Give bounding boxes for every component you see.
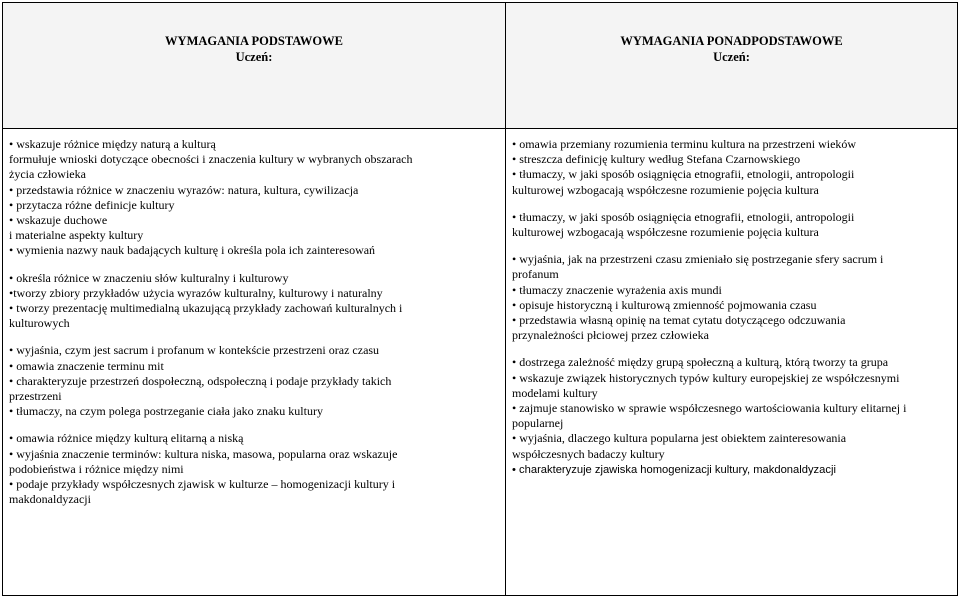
advanced-requirement-line: • przedstawia własną opinię na temat cytatu dotyczącego odczuwania (512, 313, 846, 328)
basic-requirements-cell (3, 129, 506, 596)
basic-requirement-line: • przedstawia różnice w znaczeniu wyrazów: natura, kultura, cywilizacja (9, 182, 359, 197)
advanced-title: WYMAGANIA PONADPODSTAWOWE (620, 33, 843, 48)
header-basic (3, 3, 506, 129)
advanced-requirement-line: • streszcza definicję kultury według Stefana Czarnowskiego (512, 152, 801, 167)
advanced-requirement-line: • wskazuje związek historycznych typów kultury europejskiej ze współczesnymi (512, 370, 900, 385)
basic-requirement-line: formułuje wnioski dotyczące obecności i znaczenia kultury w wybranych obszarach (9, 152, 413, 167)
advanced-requirements-cell (506, 129, 958, 596)
advanced-requirement-line: • wyjaśnia, dlaczego kultura popularna jest obiektem zainteresowania (512, 431, 847, 446)
basic-requirement-line: •tworzy zbiory przykładów użycia wyrazów kulturalny, kulturowy i naturalny (9, 285, 383, 300)
basic-subtitle: Uczeń: (235, 49, 273, 64)
header-advanced (506, 3, 958, 129)
advanced-requirement-line: • tłumaczy, w jaki sposób osiągnięcia etnografii, etnologii, antropologii (512, 209, 855, 224)
advanced-requirement-line: modelami kultury (512, 385, 598, 400)
basic-group (9, 431, 499, 507)
basic-requirement-line: i materialne aspekty kultury (9, 228, 144, 243)
advanced-requirement-line: profanum (512, 267, 559, 282)
advanced-requirement-line: • omawia przemiany rozumienia terminu kultura na przestrzeni wieków (512, 137, 857, 151)
advanced-requirement-line: • tłumaczy, w jaki sposób osiągnięcia etnografii, etnologii, antropologii (512, 167, 855, 182)
basic-group (9, 271, 499, 332)
basic-requirement-line: • przytacza różne definicje kultury (9, 197, 175, 212)
advanced-requirement-line: • zajmuje stanowisko w sprawie współczesnego wartościowania kultury elitarnej i (512, 401, 907, 416)
basic-requirement-line: • tworzy prezentację multimedialną ukazującą przykłady zachowań kulturalnych i (9, 301, 403, 316)
basic-requirement-line: życia człowieka (9, 167, 86, 182)
basic-requirement-line: • wymienia nazwy nauk badających kulturę i określa pola ich zainteresowań (9, 243, 376, 258)
header-row (3, 3, 958, 129)
advanced-requirement-line: • tłumaczy znaczenie wyrażenia axis mundi (512, 282, 722, 297)
basic-requirement-line: • wskazuje różnice między naturą a kulturą (9, 137, 216, 151)
basic-requirement-line: podobieństwa i różnice między nimi (9, 461, 184, 476)
basic-requirement-line: kulturowych (9, 316, 70, 331)
advanced-requirement-line: popularnej (512, 416, 564, 431)
basic-requirement-line: • podaje przykłady współczesnych zjawisk w kulturze – homogenizacji kultury i (9, 477, 396, 492)
basic-requirement-line: • wyjaśnia znaczenie terminów: kultura niska, masowa, popularna oraz wskazuje (9, 446, 398, 461)
basic-requirement-line: • wyjaśnia, czym jest sacrum i profanum w kontekście przestrzeni oraz czasu (9, 343, 380, 358)
basic-group (9, 137, 499, 259)
advanced-group (512, 252, 951, 343)
basic-requirement-line: • wskazuje duchowe (9, 213, 108, 228)
advanced-group (512, 210, 951, 240)
basic-requirement-line: • tłumaczy, na czym polega postrzeganie ciała jako znaku kultury (9, 404, 323, 419)
basic-requirement-line: • charakteryzuje przestrzeń dospołeczną, odspołeczną i podaje przykłady takich (9, 373, 392, 388)
requirements-table (2, 2, 958, 596)
advanced-requirement-line: • wyjaśnia, jak na przestrzeni czasu zmieniało się postrzeganie sfery sacrum i (512, 252, 884, 267)
advanced-requirement-line: kulturowej wzbogacają współczesne rozumienie pojęcia kultura (512, 182, 819, 197)
advanced-requirement-line: • dostrzega zależność między grupą społeczną a kulturą, którą tworzy ta grupa (512, 355, 889, 370)
basic-group (9, 343, 499, 419)
basic-requirement-line: makdonaldyzacji (9, 492, 91, 507)
basic-requirement-line: • omawia różnice między kulturą elitarną a niską (9, 431, 244, 446)
advanced-requirement-line: • opisuje historyczną i kulturową zmienność pojmowania czasu (512, 297, 817, 312)
advanced-group (512, 355, 951, 477)
advanced-subtitle: Uczeń: (713, 49, 750, 64)
advanced-requirement-line: przynależności płciowej przez człowieka (512, 328, 709, 343)
content-row (3, 129, 958, 596)
basic-requirement-line: przestrzeni (9, 389, 62, 404)
advanced-requirement-line: • charakteryzuje zjawiska homogenizacji kultury, makdonaldyzacji (512, 463, 836, 476)
basic-requirement-line: • określa różnice w znaczeniu słów kulturalny i kulturowy (9, 270, 289, 285)
advanced-requirement-line: kulturowej wzbogacają współczesne rozumienie pojęcia kultura (512, 225, 819, 240)
advanced-group (512, 137, 951, 198)
basic-requirement-line: • omawia znaczenie terminu mit (9, 358, 164, 373)
basic-title: WYMAGANIA PODSTAWOWE (165, 33, 343, 48)
advanced-requirement-line: współczesnych badaczy kultury (512, 446, 665, 461)
